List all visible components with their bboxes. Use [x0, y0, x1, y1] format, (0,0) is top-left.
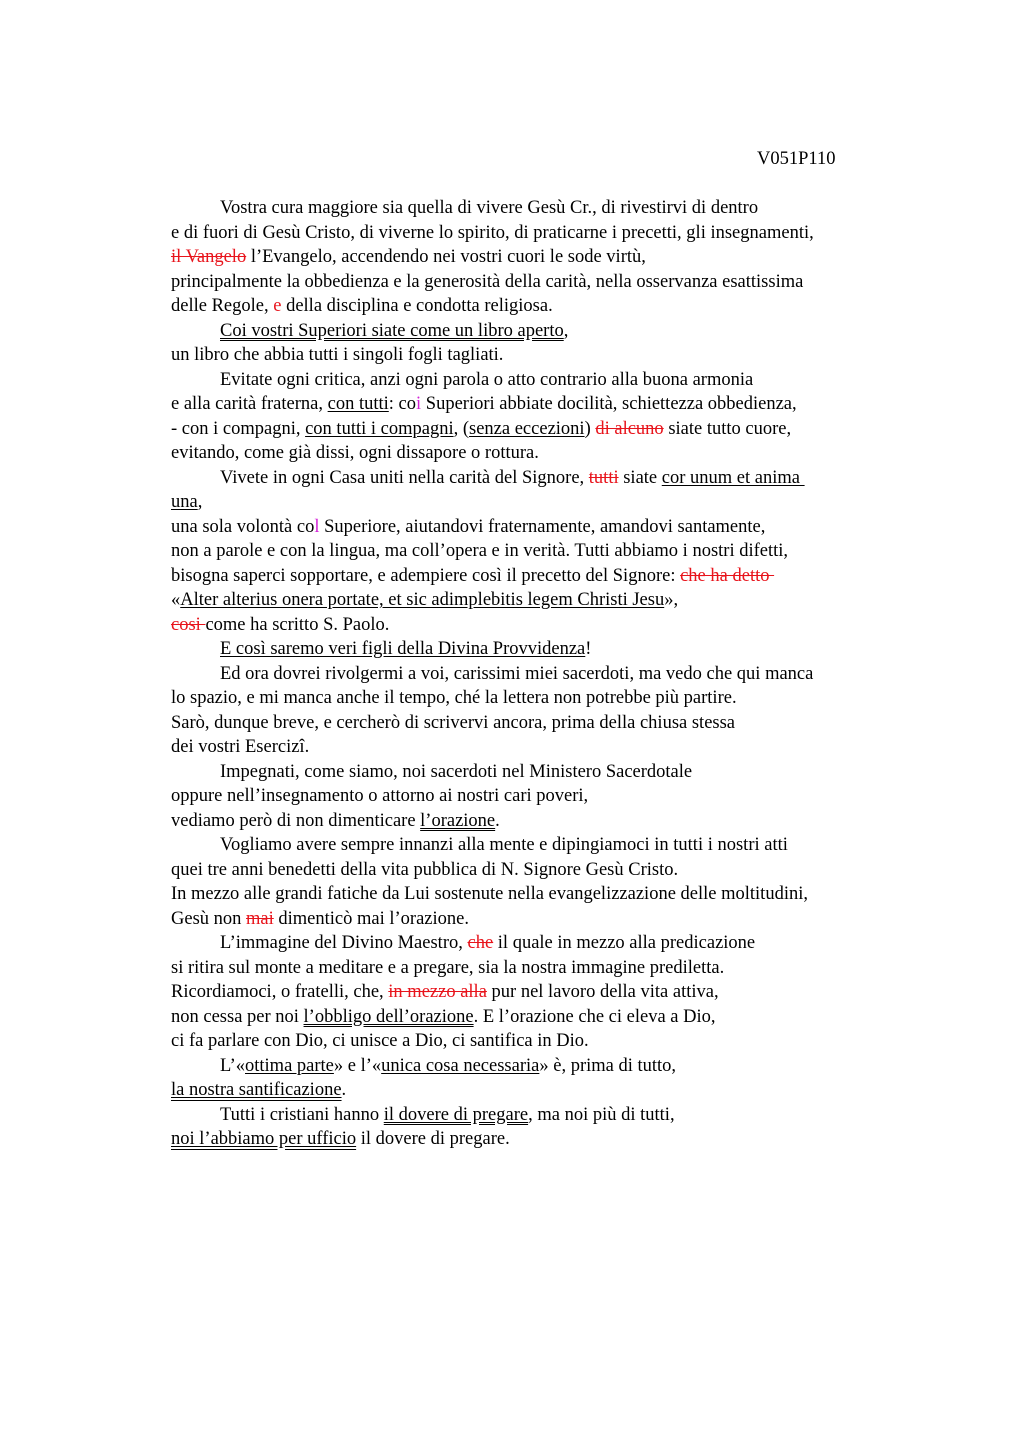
text-segment: , — [197, 492, 203, 512]
underlined-text: senza eccezioni — [469, 418, 585, 439]
text-segment: , ma noi più di tutti, — [528, 1104, 675, 1125]
underlined-text: una — [171, 492, 198, 512]
text-segment: Gesù non — [171, 908, 247, 929]
page-reference: V051P110 — [757, 149, 836, 169]
text-segment: un libro che abbia tutti i singoli fogli tagliati. — [171, 345, 504, 365]
text-segment: il dovere di pregare. — [356, 1129, 510, 1149]
text-line — [171, 1078, 911, 1103]
text-segment: L’« — [220, 1055, 246, 1076]
text-segment: e alla carità fraterna, — [171, 394, 328, 414]
text-segment: », — [664, 590, 679, 610]
letter-body — [171, 196, 911, 1152]
text-line — [171, 711, 911, 736]
text-line — [171, 368, 911, 393]
text-segment: ci fa parlare con Dio, ci unisce a Dio, ci santifica in Dio. — [171, 1031, 589, 1051]
underlined-text: unica cosa necessaria — [381, 1055, 540, 1076]
text-segment: Superiore, aiutandovi fraternamente, amandovi santamente, — [319, 516, 766, 537]
text-line — [171, 882, 911, 907]
text-segment: delle Regole, — [171, 296, 274, 316]
double-underlined-text: Coi vostri Superiori siate come un libro aperto — [220, 320, 564, 341]
text-line — [171, 490, 911, 515]
text-line — [171, 588, 911, 613]
double-underlined-text: l’orazione — [420, 810, 496, 831]
text-line — [171, 441, 911, 466]
text-segment: oppure nell’insegnamento o attorno ai nostri cari poveri, — [171, 786, 589, 806]
deleted-text: cosi — [171, 614, 206, 635]
text-segment: l’Evangelo, accendendo nei vostri cuori le sode virtù, — [246, 247, 646, 267]
text-segment: evitando, come già dissi, ogni dissapore o rottura. — [171, 443, 539, 463]
text-segment: » e l’« — [333, 1055, 382, 1076]
text-segment: una sola volontà co — [171, 516, 315, 537]
text-line — [171, 1054, 911, 1079]
text-segment: In mezzo alle grandi fatiche da Lui sostenute nella evangelizzazione delle moltitudini, — [171, 884, 808, 904]
text-line — [171, 196, 911, 221]
text-segment: ! — [585, 639, 592, 659]
text-line — [171, 809, 911, 834]
text-segment: Evitate ogni critica, anzi ogni parola o atto contrario alla buona armonia — [220, 369, 754, 390]
text-segment: principalmente la obbedienza e la generosità della carità, nella osservanza esattissima — [171, 271, 804, 292]
text-segment: , ( — [453, 418, 470, 439]
text-segment: Vostra cura maggiore sia quella di vivere Gesù Cr., di rivestirvi di dentro — [220, 198, 759, 218]
text-segment: L’immagine del Divino Maestro, — [220, 933, 468, 953]
text-segment: bisogna saperci sopportare, e adempiere così il precetto del Signore: — [171, 565, 681, 586]
text-segment: quei tre anni benedetti della vita pubblica di N. Signore Gesù Cristo. — [171, 859, 679, 880]
text-segment: siate tutto cuore, — [663, 418, 792, 439]
underlined-text: con tutti i compagni — [305, 418, 454, 439]
inserted-text: i — [416, 394, 422, 414]
text-line — [171, 637, 911, 662]
text-line — [171, 735, 911, 760]
underlined-text: ottima parte — [245, 1055, 334, 1076]
text-segment: . — [341, 1080, 347, 1100]
deleted-text: che — [467, 933, 494, 953]
text-segment: come ha scritto S. Paolo. — [205, 614, 390, 635]
text-segment: Superiori abbiate docilità, schiettezza obbedienza, — [421, 394, 797, 414]
text-line — [171, 784, 911, 809]
text-line — [171, 1005, 911, 1030]
text-segment: , — [563, 320, 569, 341]
text-segment: : co — [388, 394, 417, 414]
text-line — [171, 1127, 911, 1152]
deleted-text: tutti — [588, 467, 619, 488]
text-segment: Vogliamo avere sempre innanzi alla mente e dipingiamoci in tutti i nostri atti — [220, 835, 788, 855]
text-line — [171, 343, 911, 368]
text-segment: Vivete in ogni Casa uniti nella carità del Signore, — [220, 467, 589, 488]
text-segment: e di fuori di Gesù Cristo, di viverne lo spirito, di praticarne i precetti, gli insegnamenti, — [171, 222, 814, 243]
text-line — [171, 833, 911, 858]
text-segment: Sarò, dunque breve, e cercherò di scrivervi ancora, prima della chiusa stessa — [171, 712, 736, 733]
text-segment: siate — [618, 467, 662, 488]
underlined-text: cor unum et anima — [661, 467, 805, 488]
text-line — [171, 907, 911, 932]
text-line — [171, 980, 911, 1005]
text-segment: dimenticò mai l’orazione. — [273, 908, 469, 929]
text-line — [171, 564, 911, 589]
text-line — [171, 662, 911, 687]
text-segment: ) — [584, 418, 596, 439]
text-line — [171, 931, 911, 956]
text-line — [171, 270, 911, 295]
text-segment: vediamo però di non dimenticare — [171, 810, 421, 831]
text-segment: » è, prima di tutto, — [539, 1055, 677, 1076]
text-line — [171, 858, 911, 883]
text-line — [171, 515, 911, 540]
text-segment: « — [171, 590, 181, 610]
text-line — [171, 466, 911, 491]
text-line — [171, 245, 911, 270]
text-line — [171, 539, 911, 564]
underlined-text: E così saremo veri figli della Divina Provvidenza — [220, 639, 586, 659]
text-segment: pur nel lavoro della vita attiva, — [486, 982, 719, 1002]
underlined-text: con tutti — [327, 394, 389, 414]
text-segment: si ritira sul monte a meditare e a pregare, sia la nostra immagine prediletta. — [171, 957, 725, 978]
text-segment: Ed ora dovrei rivolgermi a voi, carissimi miei sacerdoti, ma vedo che qui manca — [220, 663, 814, 684]
double-underlined-text: l’obbligo dell’orazione — [303, 1006, 474, 1027]
deleted-text: in mezzo alla — [388, 982, 487, 1002]
text-line — [171, 760, 911, 785]
text-line — [171, 1103, 911, 1128]
text-line — [171, 221, 911, 246]
text-line — [171, 294, 911, 319]
text-line — [171, 686, 911, 711]
text-segment: Impegnati, come siamo, noi sacerdoti nel Ministero Sacerdotale — [220, 761, 693, 782]
deleted-text: che ha detto — [680, 565, 775, 586]
text-segment: dei vostri Esercizî — [171, 737, 305, 757]
underlined-text: Alter alterius onera portate, et sic adimplebitis legem Christi Jesu — [180, 590, 665, 610]
text-segment: lo spazio, e mi manca anche il tempo, ché la lettera non potrebbe più partire. — [171, 688, 737, 708]
inserted-text: l — [314, 516, 320, 537]
text-segment: Tutti i cristiani hanno — [220, 1104, 384, 1125]
text-line — [171, 417, 911, 442]
text-segment: non a parole e con la lingua, ma coll’opera e in verità. Tutti abbiamo i nostri difetti, — [171, 541, 789, 561]
text-segment: della disciplina e condotta religiosa. — [281, 296, 553, 316]
text-line — [171, 1029, 911, 1054]
double-underlined-text: il dovere di pregare — [383, 1104, 529, 1125]
text-segment: . E l’orazione che ci eleva a Dio, — [473, 1006, 716, 1027]
text-segment: non cessa per noi — [171, 1006, 304, 1027]
double-underlined-text: la nostra santificazione — [171, 1080, 342, 1100]
double-underlined-text: noi l’abbiamo per ufficio — [171, 1129, 357, 1149]
text-line — [171, 319, 911, 344]
text-segment: . — [495, 810, 500, 831]
text-segment: Ricordiamoci, o fratelli, che, — [171, 982, 389, 1002]
text-line — [171, 392, 911, 417]
text-line — [171, 956, 911, 981]
text-segment: . — [304, 737, 310, 757]
deleted-text: il Vangelo — [171, 247, 247, 267]
deleted-text: mai — [246, 908, 274, 929]
text-line — [171, 613, 911, 638]
deleted-text: di alcuno — [595, 418, 664, 439]
text-segment: - con i compagni, — [171, 418, 306, 439]
text-segment: il quale in mezzo alla predicazione — [493, 933, 756, 953]
inserted-text: e — [273, 296, 282, 316]
